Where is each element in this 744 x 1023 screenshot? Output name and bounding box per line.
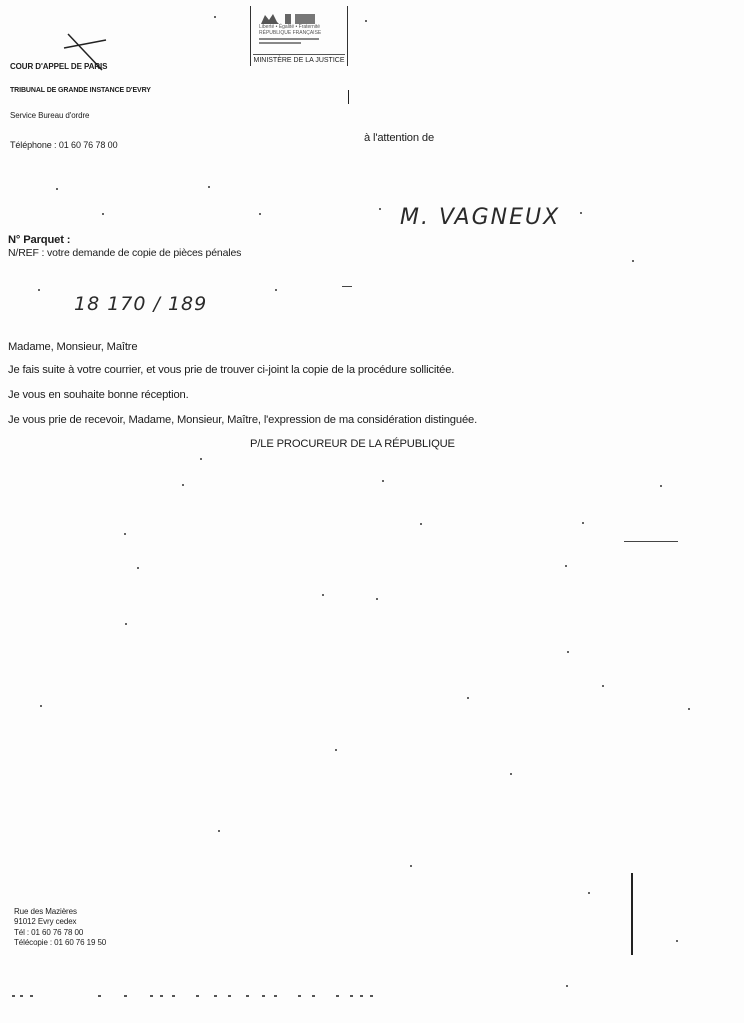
tribunal-name: TRIBUNAL DE GRANDE INSTANCE D'EVRY [10, 87, 151, 94]
parquet-label: N° Parquet : [8, 234, 71, 246]
attention-label: à l'attention de [364, 132, 435, 144]
signature-line: P/LE PROCUREUR DE LA RÉPUBLIQUE [250, 438, 455, 450]
stray-line [624, 541, 678, 542]
court-name: COUR D'APPEL DE PARIS [10, 62, 108, 71]
body-paragraph-3: Je vous prie de recevoir, Madame, Monsieur, Maître, l'expression de ma considération distinguée. [8, 414, 478, 426]
emblem-republic: RÉPUBLIQUE FRANÇAISE [259, 30, 322, 36]
body-paragraph-1: Je fais suite à votre courrier, et vous prie de trouver ci-joint la copie de la procédure sollicitée. [8, 364, 455, 376]
ministry-emblem [250, 6, 348, 66]
header-mark [348, 90, 349, 104]
footer-phone: Tél : 01 60 76 78 00 [14, 928, 84, 937]
footer-fax: Télécopie : 01 60 76 19 50 [14, 938, 107, 947]
handwritten-case-number: 18 170 / 189 [74, 293, 208, 315]
stray-dash [342, 286, 352, 287]
emblem-motto: Liberté • Égalité • Fraternité [259, 24, 321, 30]
footer-address-1: Rue des Mazières [14, 907, 77, 916]
phone-number: Téléphone : 01 60 76 78 00 [10, 140, 118, 150]
margin-vertical-line [631, 873, 633, 955]
footer-address-2: 91012 Evry cedex [14, 917, 77, 926]
recipient-name: M. VAGNEUX [400, 205, 561, 230]
ministry-label: MINISTÈRE DE LA JUSTICE [253, 54, 345, 64]
service-name: Service Bureau d'ordre [10, 111, 90, 120]
salutation: Madame, Monsieur, Maître [8, 341, 138, 353]
reference-line: N/REF : votre demande de copie de pièces pénales [8, 247, 242, 259]
body-paragraph-2: Je vous en souhaite bonne réception. [8, 389, 189, 401]
